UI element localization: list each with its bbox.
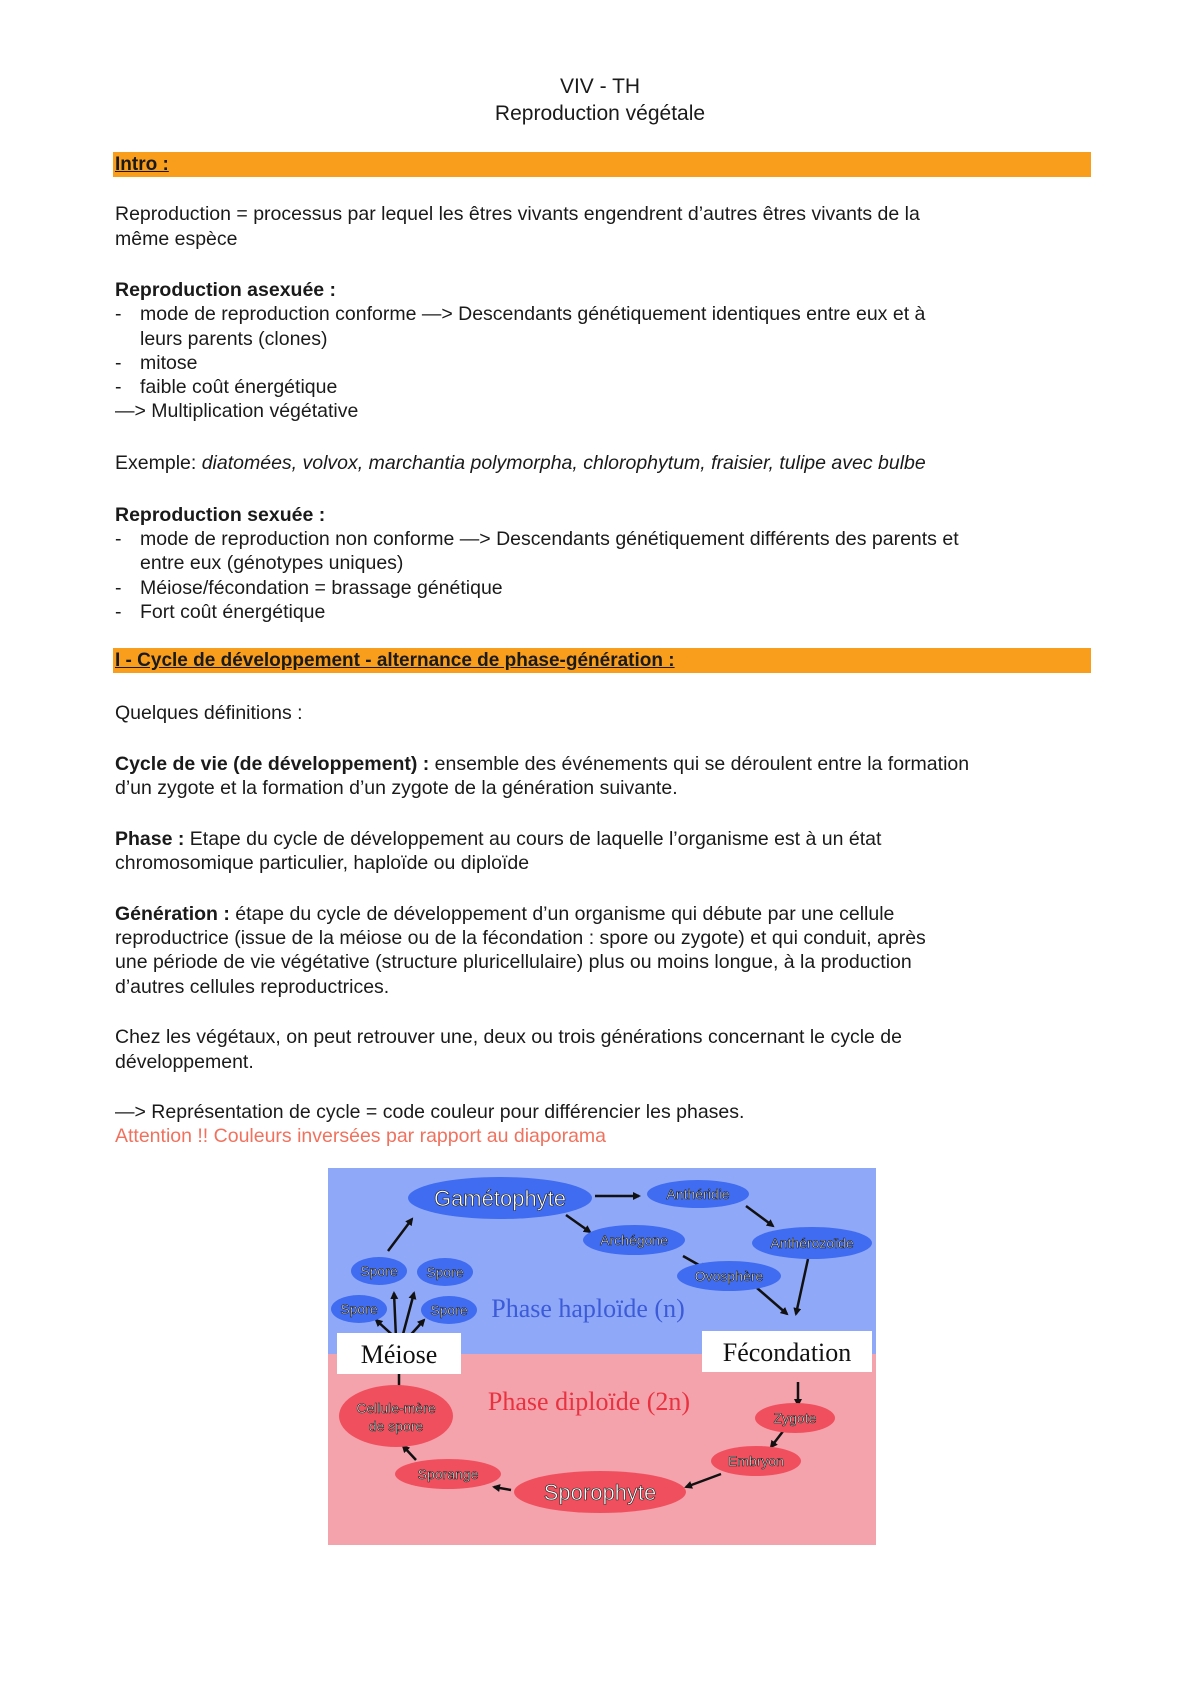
course-code: VIV - TH [559,75,641,98]
zygote-label: Zygote [773,1410,817,1426]
bullet-dash: - [115,303,122,325]
definitions-intro: Quelques définitions : [115,702,303,724]
sexual-item-1-line-2: entre eux (génotypes uniques) [140,552,404,574]
asexual-item-2: mitose [140,352,198,374]
diploid-background [328,1354,876,1545]
intro-heading: Intro : [115,154,169,175]
intro-definition-line-2: même espèce [115,228,238,250]
vegetal-generations-line-2: développement. [115,1051,254,1073]
generation-term: Génération : [115,903,230,925]
antheridie-label: Anthéridie [666,1186,730,1202]
generation-definition-text: étape du cycle de développement d’un organisme qui débute par une cellule [229,903,895,925]
asexual-item-1-line-2: leurs parents (clones) [140,328,328,350]
sexual-item-2: Méiose/fécondation = brassage génétique [140,577,503,599]
bullet-dash: - [115,376,122,398]
meiose-label: Méiose [360,1340,438,1369]
intro-heading-bar [113,152,1091,177]
asexual-item-3: faible coût énergétique [140,376,338,398]
generation-definition-line-2: reproductrice (issue de la méiose ou de la fécondation : spore ou zygote) et qui conduit, après [115,927,926,949]
phase-definition-line-2: chromosomique particulier, haploïde ou diploïde [115,852,530,874]
cellule-mere-label-1: Cellule-mère [356,1400,436,1416]
phase-definition-text: Etape du cycle de développement au cours de laquelle l’organisme est à un état [184,828,882,850]
spore-label-2: Spore [426,1264,464,1280]
antherozoide-label: Anthérozoïde [770,1235,854,1251]
sporophyte-label: Sporophyte [543,1480,657,1505]
archegone-label: Archégone [600,1232,668,1248]
section1-heading: I - Cycle de développement - alternance de phase-génération : [115,650,675,671]
sexual-item-1-line-1: mode de reproduction non conforme —> Descendants génétiquement différents des parents et [140,528,959,550]
intro-definition-line-1: Reproduction = processus par lequel les êtres vivants engendrent d’autres êtres vivants de la [115,203,920,225]
ovosphere-label: Ovosphère [694,1268,764,1284]
spore-label-4: Spore [430,1302,468,1318]
cellule-mere-label-2: de spore [368,1418,424,1434]
spore-label-3: Spore [340,1301,378,1317]
asexual-arrow-line: —> Multiplication végétative [115,400,359,422]
asexual-item-1-line-1: mode de reproduction conforme —> Descendants génétiquement identiques entre eux et à [140,303,926,325]
generation-definition-line-3: une période de vie végétative (structure pluricellulaire) plus ou moins longue, à la production [115,951,912,973]
cellule-mere-node [339,1385,453,1447]
fecondation-label: Fécondation [722,1338,852,1367]
document-title: Reproduction végétale [494,102,706,125]
cycle-term: Cycle de vie (de développement) : [115,753,430,775]
phase-term: Phase : [115,828,185,850]
bullet-dash: - [115,577,122,599]
bullet-dash: - [115,528,122,550]
sporange-label: Sporange [417,1466,479,1482]
asexual-heading: Reproduction asexuée : [115,279,337,301]
cycle-definition-line-2: d’un zygote et la formation d’un zygote de la génération suivante. [115,777,678,799]
embryon-label: Embryon [727,1453,785,1469]
diploid-phase-label: Phase diploïde (2n) [487,1387,691,1416]
sexual-item-3: Fort coût énergétique [140,601,326,623]
haploid-phase-label: Phase haploïde (n) [491,1294,685,1323]
cycle-definition-line-1 [115,752,969,776]
life-cycle-diagram [328,1168,876,1545]
example-line [115,451,926,475]
vegetal-generations-line-1: Chez les végétaux, on peut retrouver une, deux ou trois générations concernant le cycle de [115,1026,902,1048]
section1-heading-bar [113,648,1091,673]
gametophyte-label: Gamétophyte [433,1186,567,1211]
example-text: diatomées, volvox, marchantia polymorpha, chlorophytum, fraisier, tulipe avec bulbe [201,452,926,474]
phase-definition-line-1 [115,827,881,851]
bullet-dash: - [115,352,122,374]
generation-definition-line-1 [115,902,894,926]
cycle-representation-line: —> Représentation de cycle = code couleur pour différencier les phases. [115,1101,745,1123]
generation-definition-line-4: d’autres cellules reproductrices. [115,976,390,998]
color-warning: Attention !! Couleurs inversées par rapport au diaporama [115,1125,607,1147]
spore-label-1: Spore [360,1263,398,1279]
cycle-definition-text: ensemble des événements qui se déroulent entre la formation [429,753,970,775]
bullet-dash: - [115,601,122,623]
example-label: Exemple: [115,452,202,474]
sexual-heading: Reproduction sexuée : [115,504,326,526]
